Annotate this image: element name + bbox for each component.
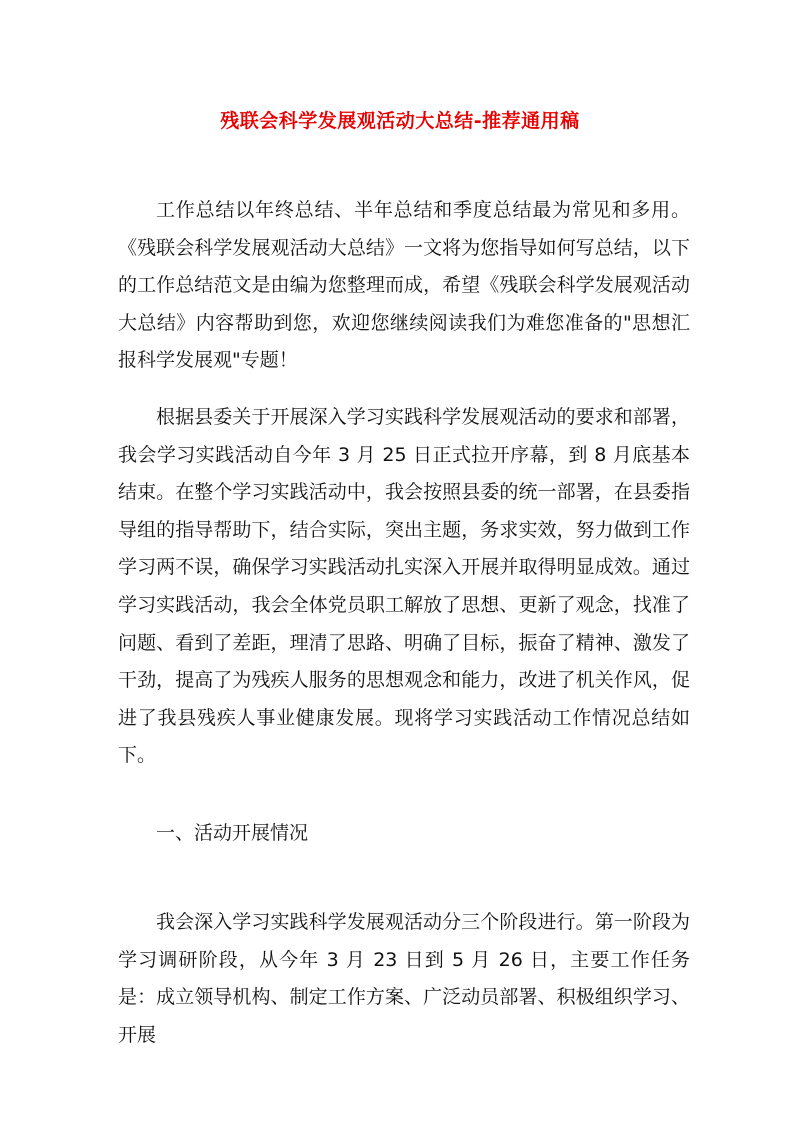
summary-paragraph: 根据县委关于开展深入学习实践科学发展观活动的要求和部署，我会学习实践活动自今年 3 月 25 日正式拉开序幕，到 8 月底基本结束。在整个学习实践活动中，我会按照县委的统一部署，在县委指导组的指导帮助下，结合实际，突出主题，务求实效，努力做到工作学习两不误，确保学习实践活动扎实深入开展并取得明显成效。通过学习实践活动，我会全体党员职工解放了思想、更新了观念，找准了问题、看到了差距，理清了思路、明确了目标，振奋了精神、激发了干劲，提高了为残疾人服务的思想观念和能力，改进了机关作风，促进了我县残疾人事业健康发展。现将学习实践活动工作情况总结如下。	[118, 406, 690, 767]
section-paragraph: 我会深入学习实践科学发展观活动分三个阶段进行。第一阶段为学习调研阶段，从今年 3 月 23 日到 5 月 26 日，主要工作任务是：成立领导机构、制定工作方案、广泛动员部署、积极组织学习、开展	[118, 911, 690, 1046]
document-title: 残联会科学发展观活动大总结-推荐通用稿	[220, 110, 580, 132]
section-heading: 一、活动开展情况	[156, 822, 309, 844]
intro-paragraph: 工作总结以年终总结、半年总结和季度总结最为常见和多用。《残联会科学发展观活动大总结》一文将为您指导如何写总结，以下的工作总结范文是由编为您整理而成，希望《残联会科学发展观活动大总结》内容帮助到您，欢迎您继续阅读我们为难您准备的"思想汇报科学发展观"专题！	[118, 199, 690, 372]
